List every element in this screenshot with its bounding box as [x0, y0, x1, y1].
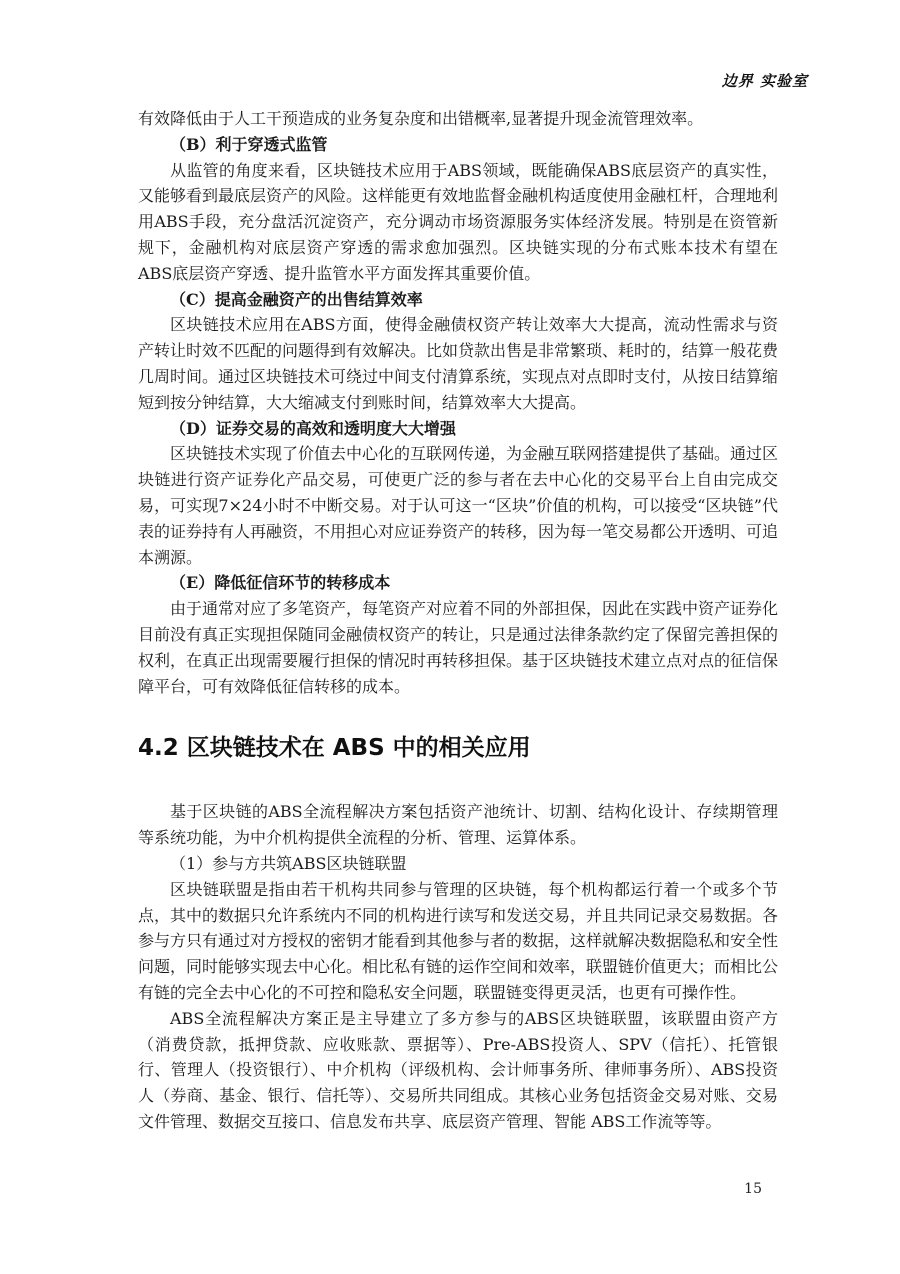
subheading-d: （D）证券交易的高效和透明度大大增强: [170, 418, 456, 438]
brand-logo: 边界 实验室: [721, 72, 808, 90]
subheading-b: （B）利于穿透式监管: [170, 134, 328, 154]
section-title: 4.2 区块链技术在 ABS 中的相关应用: [138, 735, 531, 762]
subheading-1: （1）参与方共筑ABS区块链联盟: [170, 853, 407, 873]
paragraph-1a: 区块链联盟是指由若干机构共同参与管理的区块链，每个机构都运行着一个或多个节点，其中的数据只允许系统内不同的机构进行读写和发送交易，并且共同记录交易数据。各参与方只有通过对方授权的密钥才能看到其他参与者的数据，这样就解决数据隐私和安全性问题，同时能够实现去中心化。相比私有链的运作空间和效率，联盟链价值更大；而相比公有链的完全去中心化的不可控和隐私安全问题，联盟链变得更灵活，也更有可操作性。: [138, 879, 779, 1002]
paragraph-section-intro: 基于区块链的ABS全流程解决方案包括资产池统计、切割、结构化设计、存续期管理等系统功能，为中介机构提供全流程的分析、管理、运算体系。: [138, 802, 778, 848]
paragraph-e: 由于通常对应了多笔资产，每笔资产对应着不同的外部担保，因此在实践中资产证券化目前没有真正实现担保随同金融债权资产的转让，只是通过法律条款约定了保留完善担保的权利，在真正出现需要履行担保的情况时再转移担保。基于区块链技术建立点对点的征信保障平台，可有效降低征信转移的成本。: [138, 599, 779, 696]
paragraph-d: 区块链技术实现了价值去中心化的互联网传递，为金融互联网搭建提供了基础。通过区块链进行资产证券化产品交易，可使更广泛的参与者在去中心化的交易平台上自由完成交易，可实现7×24小时不中断交易。对于认可这一“区块”价值的机构，可以接受“区块链”代表的证券持有人再融资，不用担心对应证券资产的转移，因为每一笔交易都公开透明、可追本溯源。: [138, 444, 779, 567]
subheading-e: （E）降低征信环节的转移成本: [170, 573, 391, 593]
page-number: 15: [744, 1181, 762, 1197]
subheading-c: （C）提高金融资产的出售结算效率: [170, 289, 423, 309]
document-body: [138, 106, 778, 1135]
paragraph-cashflow-end: 有效降低由于人工干预造成的业务复杂度和出错概率,显著提升现金流管理效率。: [138, 109, 704, 128]
paragraph-b: 从监管的角度来看，区块链技术应用于ABS领域，既能确保ABS底层资产的真实性，又能够看到最底层资产的风险。这样能更有效地监督金融机构适度使用金融杠杆，合理地利用ABS手段，充分盘活沉淀资产，充分调动市场资源服务实体经济发展。特别是在资管新规下，金融机构对底层资产穿透的需求愈加强烈。区块链实现的分布式账本技术有望在ABS底层资产穿透、提升监管水平方面发挥其重要价值。: [138, 160, 779, 283]
paragraph-1b: ABS全流程解决方案正是主导建立了多方参与的ABS区块链联盟，该联盟由资产方（消费贷款，抵押贷款、应收账款、票据等）、Pre-ABS投资人、SPV（信托）、托管银行、管理人（投资银行）、中介机构（评级机构、会计师事务所、律师事务所）、ABS投资人（券商、基金、银行、信托等）、交易所共同组成。其核心业务包括资金交易对账、交易文件管理、数据交互接口、信息发布共享、底层资产管理、智能 ABS工作流等等。: [138, 1008, 778, 1131]
paragraph-c: 区块链技术应用在ABS方面，使得金融债权资产转让效率大大提高，流动性需求与资产转让时效不匹配的问题得到有效解决。比如贷款出售是非常繁琐、耗时的，结算一般花费几周时间。通过区块链技术可绕过中间支付清算系统，实现点对点即时支付，从按日结算缩短到按分钟结算，大大缩减支付到账时间，结算效率大大提高。: [138, 315, 779, 412]
section-spacer: [138, 767, 778, 799]
